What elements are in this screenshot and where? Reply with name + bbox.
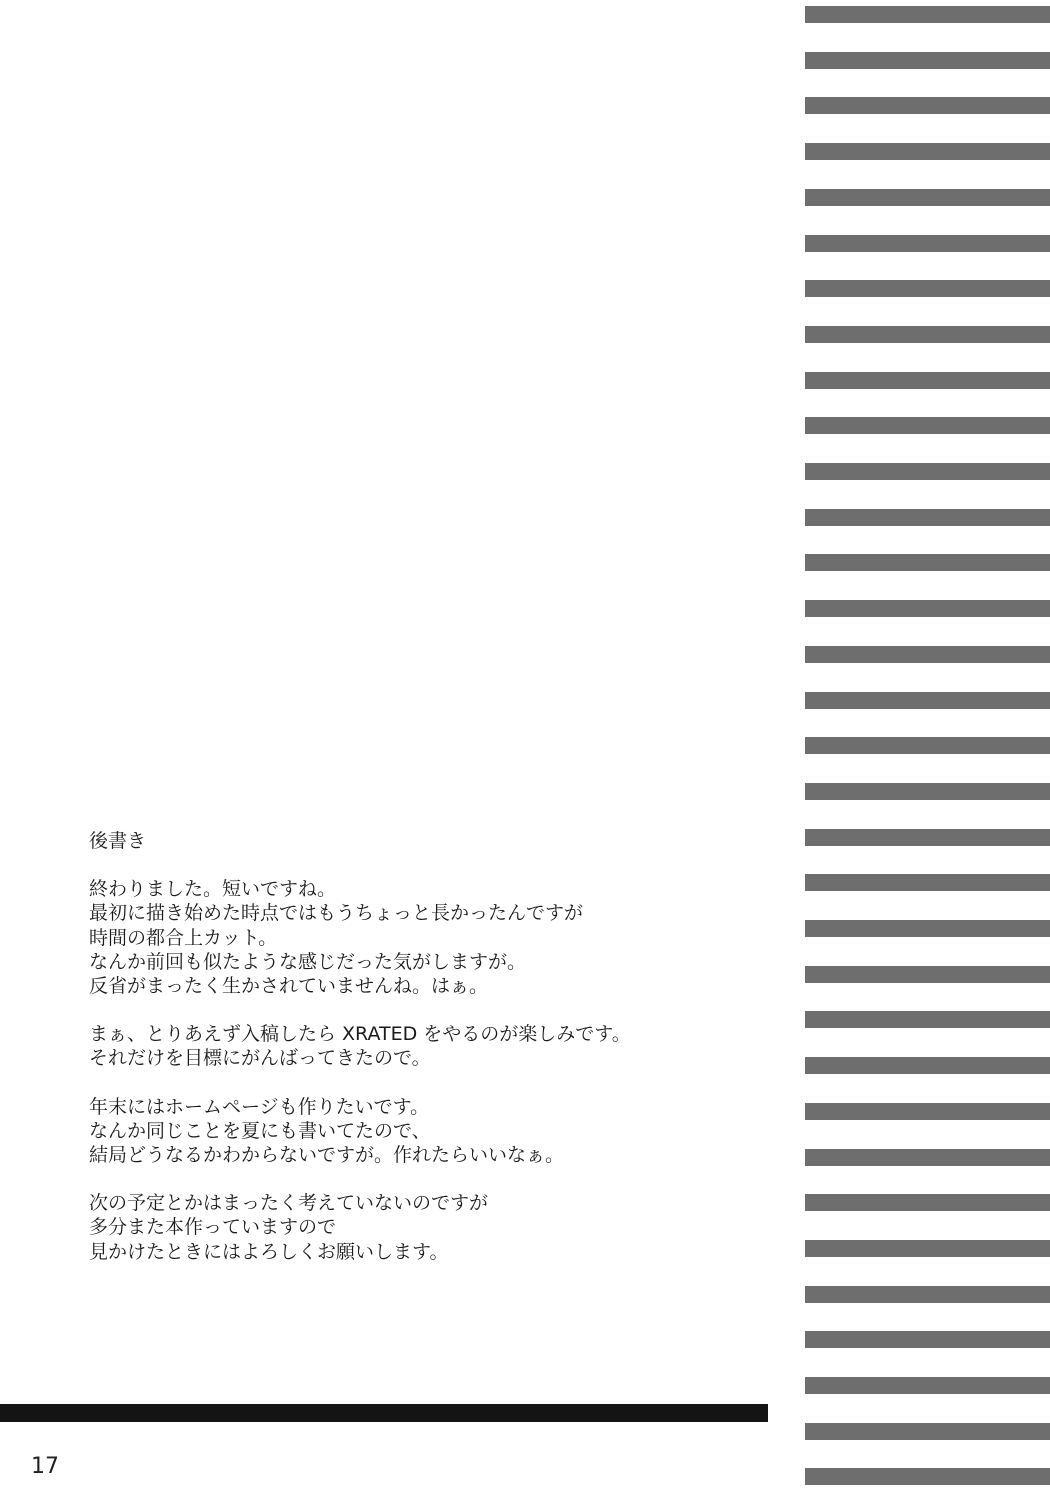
decorative-stripe <box>805 235 1050 252</box>
decorative-stripe <box>805 1468 1050 1485</box>
paragraph <box>89 1191 789 1264</box>
decorative-stripe <box>805 1286 1050 1303</box>
text-line: 見かけたときにはよろしくお願いします。 <box>89 1240 449 1263</box>
page-number: 17 <box>31 1454 59 1479</box>
decorative-stripe <box>805 1057 1050 1074</box>
decorative-stripe <box>805 326 1050 343</box>
decorative-stripe <box>805 509 1050 526</box>
decorative-stripe <box>805 143 1050 160</box>
decorative-stripe <box>805 417 1050 434</box>
afterword-heading: 後書き <box>89 830 147 852</box>
decorative-stripe <box>805 783 1050 800</box>
bottom-rule-bar <box>0 1404 768 1422</box>
text-line: 多分また本作っていますので <box>89 1216 337 1239</box>
text-line: まぁ、とりあえず入稿したら XRATED をやるのが楽しみです。 <box>89 1023 631 1046</box>
text-line: 年末にはホームページも作りたいです。 <box>89 1095 430 1118</box>
decorative-stripe <box>805 463 1050 480</box>
decorative-stripe <box>805 966 1050 983</box>
paragraph <box>89 1022 789 1070</box>
decorative-stripe <box>805 1103 1050 1120</box>
decorative-stripes <box>805 0 1050 1500</box>
decorative-stripe <box>805 1331 1050 1348</box>
decorative-stripe <box>805 1377 1050 1394</box>
decorative-stripe <box>805 97 1050 114</box>
text-line: なんか同じことを夏にも書いてたので、 <box>89 1119 431 1142</box>
decorative-stripe <box>805 280 1050 297</box>
decorative-stripe <box>805 600 1050 617</box>
decorative-stripe <box>805 1240 1050 1257</box>
decorative-stripe <box>805 920 1050 937</box>
paragraph <box>89 1095 789 1168</box>
text-line: 反省がまったく生かされていませんね。はぁ。 <box>89 975 489 998</box>
text-line: 結局どうなるかわからないですが。作れたらいいなぁ。 <box>89 1144 565 1167</box>
decorative-stripe <box>805 874 1050 891</box>
decorative-stripe <box>805 6 1050 23</box>
text-line: それだけを目標にがんばってきたので。 <box>89 1047 431 1070</box>
text-line: 次の予定とかはまったく考えていないのですが <box>89 1192 489 1215</box>
text-line: なんか前回も似たような感じだった気がしますが。 <box>89 950 527 973</box>
decorative-stripe <box>805 737 1050 754</box>
decorative-stripe <box>805 372 1050 389</box>
decorative-stripe <box>805 189 1050 206</box>
paragraph <box>89 877 789 998</box>
decorative-stripe <box>805 554 1050 571</box>
text-line: 終わりました。短いですね。 <box>89 878 337 901</box>
decorative-stripe <box>805 1011 1050 1028</box>
decorative-stripe <box>805 1423 1050 1440</box>
decorative-stripe <box>805 52 1050 69</box>
decorative-stripe <box>805 646 1050 663</box>
decorative-stripe <box>805 829 1050 846</box>
text-line: 時間の都合上カット。 <box>89 926 278 949</box>
decorative-stripe <box>805 692 1050 709</box>
text-line: 最初に描き始めた時点ではもうちょっと長かったんですが <box>89 902 584 925</box>
decorative-stripe <box>805 1194 1050 1211</box>
decorative-stripe <box>805 1149 1050 1166</box>
afterword-text <box>89 829 789 1288</box>
